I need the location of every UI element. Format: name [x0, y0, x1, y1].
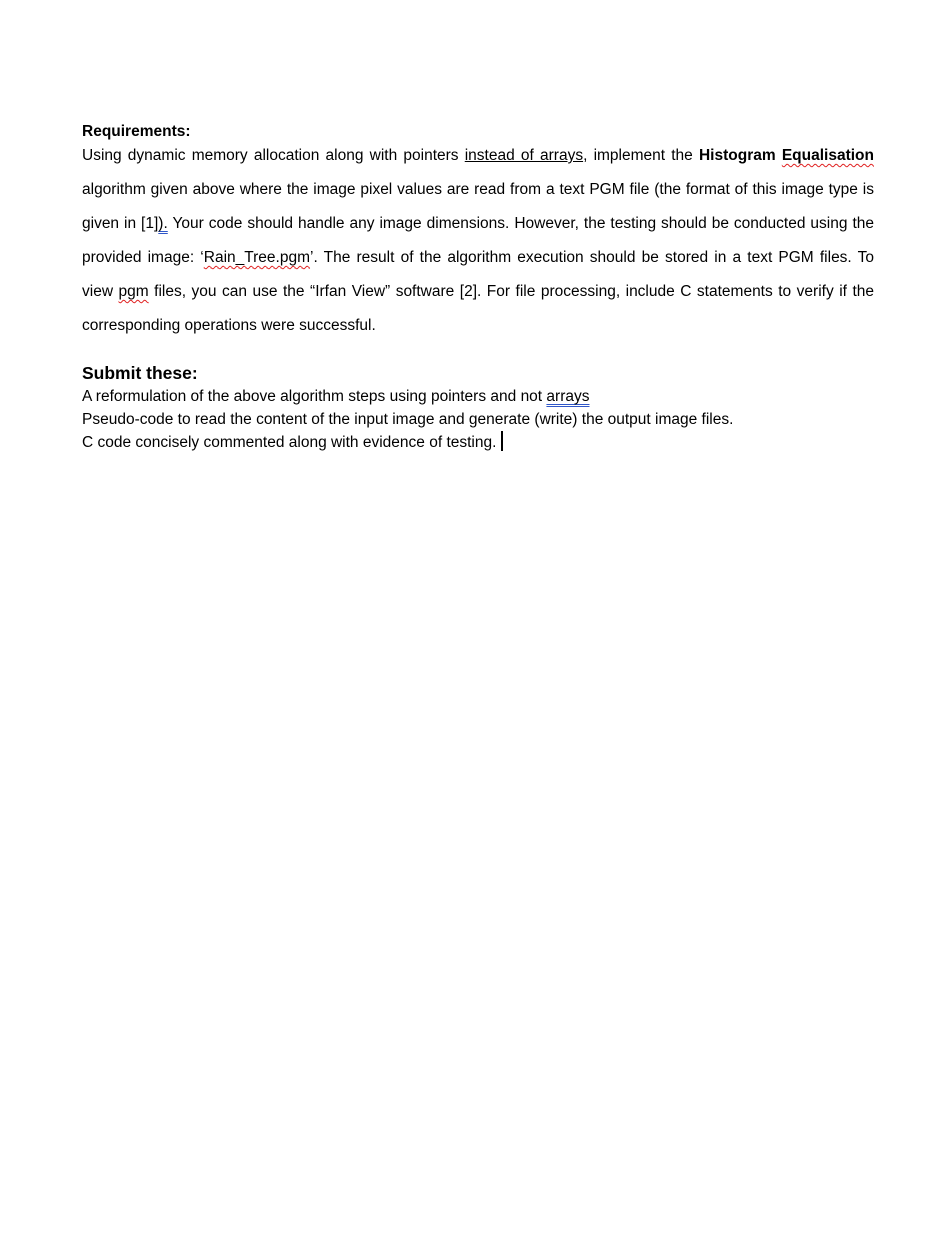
submit-item-2[interactable]: Pseudo-code to read the content of the input image and generate (write) the output image files.: [82, 411, 734, 428]
req-grammar-flag-1: ).: [158, 215, 168, 232]
submit-item-1-text: A reformulation of the above algorithm steps using pointers and not: [82, 388, 547, 405]
req-text-2: , implement the: [583, 147, 699, 164]
req-underlined-text: instead of arrays: [464, 147, 584, 164]
requirements-paragraph[interactable]: [82, 139, 874, 343]
req-filename-spell-flag: Rain_Tree.pgm: [203, 249, 311, 266]
req-bold-histogram: Histogram: [698, 147, 776, 164]
submit-heading: Submit these:: [82, 363, 198, 383]
req-text-6: ’. The result of the algorithm execution should be stored in a text PGM files. To view: [82, 249, 874, 300]
submit-item-1[interactable]: [82, 385, 874, 408]
req-bold-equalisation-spell-flag: Equalisation: [781, 147, 874, 164]
document-body: [82, 122, 874, 454]
submit-item-3-text: C code concisely commented along with evidence of testing.: [82, 434, 497, 451]
submit-item-3[interactable]: [82, 431, 874, 454]
submit-item-1-grammar-flag: arrays: [546, 388, 590, 405]
req-text-7: files, you can use the “Irfan View” software [2]. For file processing, include C statements to verify if the corresponding operations were successful.: [82, 283, 874, 334]
req-text-5: Your code should handle any image dimensions. However, the testing should be conducted using the provided image: ‘: [82, 215, 874, 266]
req-text-4: algorithm given above where the image pixel values are read from a text PGM file (the format of this image type is given in [1]: [82, 181, 874, 232]
req-pgm-spell-flag: pgm: [118, 283, 149, 300]
req-text-1: Using dynamic memory allocation along with pointers: [82, 147, 465, 164]
requirements-heading: Requirements:: [82, 123, 191, 140]
text-cursor: [501, 431, 503, 451]
